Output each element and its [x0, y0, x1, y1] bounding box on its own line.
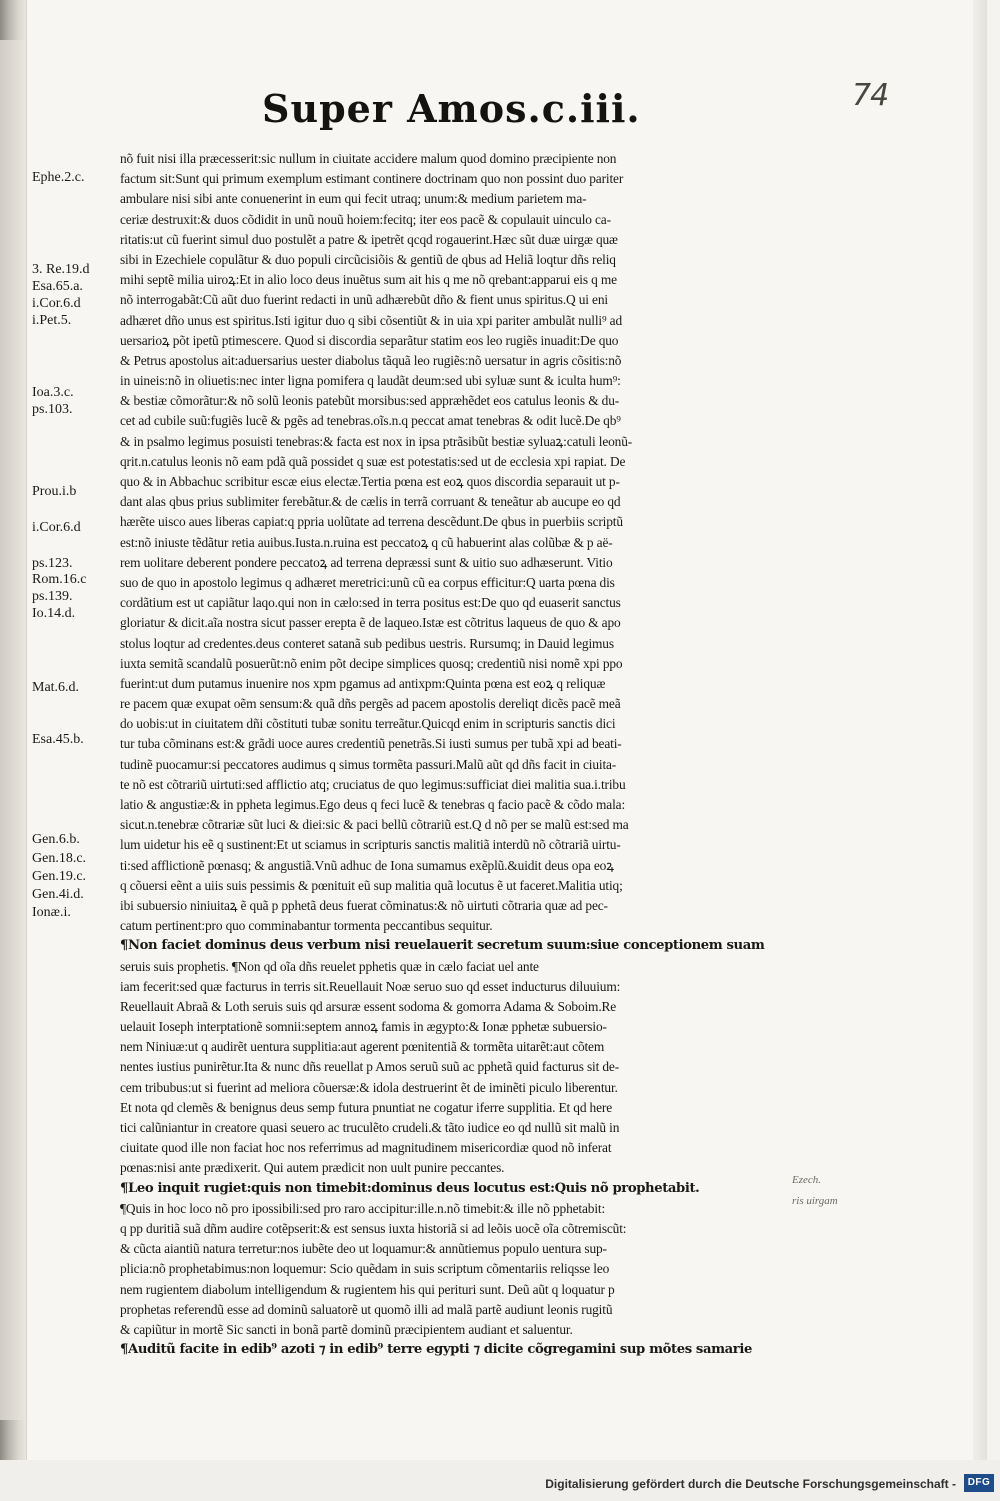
text-line: & capiũtur in mortẽ Sic sancti in bonã partẽ dominũ præcipientem audiant et saluentur. — [120, 1321, 573, 1337]
margin-reference: Esa.65.a. — [32, 279, 83, 294]
text-line: Reuellauit Abraã & Loth seruis suis qd arsuræ essent sodoma & gomorra Adama & Soboim.Re — [120, 998, 617, 1014]
text-line: tudinẽ puocamur:si peccatores audimus q simus tormẽta passuri.Malũ aũt qd dñs facit in ciuita- — [120, 756, 617, 772]
funding-notice: Digitalisierung gefördert durch die Deutsche Forschungsgemeinschaft - — [545, 1477, 956, 1491]
text-line: & Petrus apostolus ait:aduersarius uester diabolus tãquã leo rugiẽs:nõ uersatur in agris cõsitis:nõ — [120, 352, 622, 368]
text-line: ibi subuersio niniuitaꝝ ẽ quã p pphetã deus fuerat cõminatus:& nõ uirtuti cõtraria quæ ad pec- — [120, 897, 608, 913]
text-line: pœnas:nisi ante prædixerit. Qui autem prædicit non uult punire peccantes. — [120, 1160, 505, 1176]
lemma-line: ¶Leo inquit rugiet:quis non timebit:dominus deus locutus est:Quis nõ prophetabit. — [120, 1180, 700, 1196]
margin-reference: i.Cor.6.d — [32, 520, 81, 535]
margin-reference: Gen.4i.d. — [32, 887, 84, 902]
text-line: fuerint:ut dum putamus inuenire nos xpm pgamus ad antixpm:Quinta pœna est eoꝝ q reliquæ — [120, 675, 606, 691]
margin-reference: Gen.19.c. — [32, 869, 87, 884]
margin-reference: i.Pet.5. — [32, 313, 72, 328]
text-line: plicia:nõ prophetabimus:non loquemur: Scio quẽdam in suis scriptum cõmentariis reliqsse leo — [120, 1261, 610, 1277]
margin-reference: ps.103. — [32, 402, 73, 417]
text-line: catum pertinent:pro quo comminabantur tormenta peccantibus sequitur. — [120, 918, 493, 934]
previous-page-edge — [0, 40, 27, 1420]
text-line: uersarioꝝ põt ipetũ ptimescere. Quod si discordia separãtur statim eos leo rugiẽs inuadit:De quo — [120, 332, 619, 348]
folio-number: 74 — [852, 78, 889, 113]
margin-reference: Rom.16.c — [32, 572, 87, 587]
text-line: dant alas qbus prius sublimiter ferebãtur.& de cælis in terrã corruant & teneãtur ab aucupe eo qd — [120, 494, 621, 510]
text-line: tur tuba cõminans est:& grãdi uoce aures credentiũ penetrãs.Si iusti sumus per tubã xpi ad beati- — [120, 736, 622, 752]
dfg-logo-badge: DFG — [964, 1474, 994, 1492]
text-line: quo & in Abbachuc scribitur escæ eius electæ.Tertia pœna est eoꝝ quos discordia separauit ut p- — [120, 474, 620, 489]
text-line: cordãtium est ut capiãtur laqo.qui non in cælo:sed in terra positus est:De quo qd euaserit sanctus — [120, 595, 621, 611]
text-line: nem Niniuæ:ut q audirẽt uentura supplitia:aut agerent pœnitentiã & tormẽta uitarẽt:aut cõtem — [120, 1039, 605, 1055]
text-line: nentes iustius punirẽtur.Ita & nunc dñs reuellat p Amos seruũ suũ ac pphetã quid facturus sit de- — [120, 1059, 620, 1075]
text-line: factum sit:Sunt qui primum exemplum estimant continere doctrinam quo non possint duo pariter — [120, 171, 624, 187]
page-edge-shadow — [973, 0, 987, 1460]
text-line: seruis suis prophetis. ¶Non qd oĩa dñs reuelet pphetis quæ in cælo faciat uel ante — [120, 958, 539, 974]
margin-references — [32, 0, 117, 1220]
margin-reference: Ephe.2.c. — [32, 170, 85, 185]
text-line: stolus loqtur ad credentes.deus conteret satanã sub pedibus uestris. Rursumq; in Dauid legimus — [120, 635, 614, 651]
lemma-line: ¶Non faciet dominus deus verbum nisi reuelauerit secretum suum:siue conceptionem suam — [120, 938, 765, 954]
text-line: latio & angustiæ:& in ppheta legimus.Ego deus q feci lucẽ & tenebras q facio pacẽ & cõdo mala: — [120, 797, 626, 812]
margin-reference: ps.123. — [32, 556, 73, 571]
running-title: Super Amos.c.iii. — [262, 86, 641, 131]
text-line: do uobis:ut in ciuitatem dñi cõstituti tubæ sonitu terreãtur.Quicqd enim in scripturis sanctis dici — [120, 716, 616, 732]
text-line: in uineis:nõ in oliuetis:nec inter ligna pomifera q laudãt deum:sed ubi syluæ sunt & iculta hum⁹: — [120, 373, 621, 389]
text-line: rem uolitare deberent pondere peccatoꝝ ad terrena depræssi sunt & uitio suo adhæserunt. Vitio — [120, 554, 613, 570]
text-line: iuxta semitã scandalũ posuerũt:nõ enim põt decipe simplices quosq; credentiũ nisi nomẽ xpi ppo — [120, 655, 623, 671]
margin-reference: Esa.45.b. — [32, 732, 84, 747]
text-line: & in psalmo legimus posuisti tenebras:& facta est nox in ipsa ptrãsibũt bestiæ syluaꝝ:catuli leonũ- — [120, 433, 633, 449]
text-line: cet ad cubile suũ:fugiẽs lucẽ & pgẽs ad tenebras.oĩs.n.q peccat amat tenebras & odit lucẽ.De qb⁹ — [120, 413, 621, 429]
text-line: te nõ est cõtrariũ uirtuti:sed afflictio atq; cruciatus de quo legimus:sufficiat diei malitia sua.i.tribu — [120, 776, 626, 792]
text-line: mihi septẽ milia uiroꝝ:Et in alio loco deus inuẽtus sum ait his q me nõ qrebant:apparui eis q me — [120, 272, 617, 288]
text-line: ti:sed afflictionẽ pœnasq; & angustiã.Vnũ adhuc de Iona sumamus exẽplũ.&uidit deus opa eoꝝ — [120, 857, 614, 873]
text-line: & bestiæ cõmorãtur:& nõ solũ leonis patebũt morsibus:sed appræhẽdet eos catulus leonis & du- — [120, 393, 620, 409]
text-line: uelauit Ioseph interptationẽ somnii:septem annoꝝ famis in ægypto:& Ionæ pphetæ subuersio- — [120, 1019, 607, 1035]
text-line: q pp duritiã suã dñm audire cotẽpserit:& est sensus iuxta historiã si ad leõis uocẽ oĩa cõtremiscũt: — [120, 1220, 627, 1236]
margin-reference: Mat.6.d. — [32, 680, 80, 695]
main-text-column — [120, 149, 768, 1360]
text-line: gloriatur & dicit.aĩa nostra sicut passer erepta ẽ de laqueo.Istæ est cõtritus laqueus de quo & apo — [120, 615, 621, 631]
margin-reference: Gen.6.b. — [32, 832, 80, 847]
margin-reference: Ioa.3.c. — [32, 385, 74, 400]
text-line: hærẽte uisco aues liberas capiat:q ppria uolũtate ad terrena descẽdunt.De qbus in puerbiis scriptũ — [120, 514, 623, 530]
text-line: nõ interrogabãt:Cũ aũt duo fuerint redacti in unũ adhærebũt dño & fient unus spiritus.Q ui eni — [120, 292, 608, 308]
text-line: q cõuersi eẽnt a uiis suis pessimis & pœnituit eũ sup malitia quã locutus ẽ ut faceret.Malitia utiq; — [120, 877, 623, 893]
text-line: cem tribubus:ut si fuerint ad meliora cõuersæ:& idola destruerint ẽt de iminẽti piculo liberentur. — [120, 1079, 618, 1095]
text-line: iam fecerit:sed quæ facturus in terris sit.Reuellauit Noæ seruo suo qd esset inducturus diluuium: — [120, 978, 621, 994]
lemma-line: ¶Auditũ facite in edib⁹ azoti ⁊ in edib⁹ terre egypti ⁊ dicite cõgregamini sup mõtes samarie — [120, 1342, 752, 1358]
text-line: ceriæ destruxit:& duos cõdidit in unũ nouũ hoiem:fecitq; iter eos pacẽ & copulauit uinculo ca- — [120, 211, 611, 227]
text-line: ¶Quis in hoc loco nõ pro ipossibili:sed pro raro accipitur:ille.n.nõ timebit:& ille nõ pphetabit: — [120, 1200, 606, 1216]
text-line: prophetas referendũ esse ad dominũ saluatorẽ ut quomõ illi ad malã partẽ audiunt leonis rugitũ — [120, 1301, 613, 1317]
margin-reference: Io.14.d. — [32, 606, 76, 621]
stray-margin-note-2: ris uirgam — [792, 1195, 838, 1207]
text-line: sibi in Ezechiele copulãtur & duo populi circũcisiõis & gentiũ de qbus ad Heliã loqtur dñs reliq — [120, 251, 616, 267]
text-line: sicut.n.tenebræ cõtrariæ sũt luci & diei:sic & paci bellũ cõtrariũ est.Q d nõ per se malũ est:sed ma — [120, 817, 629, 833]
text-line: qrit.n.catulus leonis nõ eam pdã quã possidet q suæ est potestatis:sed ut de ecclesia xpi rapiat. De — [120, 453, 626, 469]
text-line: ciuitate quod ille non faciat hoc nos referrimus ad magnitudinem misericordiæ quod nõ inferat — [120, 1140, 612, 1156]
text-line: tici calũniantur in creatore quasi seuero ac truculẽto crudeli.& tãto iudice eo qd nullũ sit malũ in — [120, 1120, 620, 1135]
text-line: adhæret dño unus est spiritus.Isti igitur duo q sibi cõsentiũt & in uia xpi pariter ambulãt nulli⁹ ad — [120, 312, 623, 328]
margin-reference: i.Cor.6.d — [32, 296, 81, 311]
text-line: Et nota qd clemẽs & benignus deus semp futura pnuntiat ne cogatur iferre supplitia. Et qd here — [120, 1099, 612, 1115]
text-line: & cũcta aiantiũ natura terretur:nos iubẽte deo ut loquamur:& annũtiemus populo uentura sup- — [120, 1241, 607, 1257]
margin-reference: Prou.i.b — [32, 484, 77, 499]
text-line: ambulare nisi sibi ante conuenerint in eum qui fecit utraq; unum:& medium parietem ma- — [120, 191, 587, 207]
text-line: ritatis:ut cũ fuerint simul duo postulẽt a patre & ipetrẽt qcqd rogauerint.Hæc sũt duæ uirgæ quæ — [120, 231, 618, 247]
margin-reference: ps.139. — [32, 589, 73, 604]
text-line: re pacem quæ exupat oẽm sensum:& quã dñs pergẽs ad pacem apostolis dereliqt dicẽs pacẽ meã — [120, 696, 621, 712]
stray-margin-note: Ezech. — [792, 1174, 822, 1186]
text-line: est:nõ iniuste tẽdãtur retia auibus.Iusta.n.ruina est peccatoꝝ q cũ habuerint alas colũbæ & p aë- — [120, 534, 613, 550]
text-line: nem rugientem diabolum intelligendum & rugientem his qui perituri sunt. Deũ aũt q loquatur p — [120, 1281, 615, 1297]
margin-reference: Gen.18.c. — [32, 851, 87, 866]
margin-reference: Ionæ.i. — [32, 905, 71, 920]
text-line: suo de quo in apostolo legimus q adhæret meretrici:unũ cũ ea corpus efficitur:Q uarta pœna dis — [120, 574, 615, 590]
text-line: lum uidetur his eẽ q sustinent:Et ut sciamus in scripturis sanctis malitiã interdũ nõ cõtrariã uirtu- — [120, 837, 621, 853]
margin-reference: 3. Re.19.d — [32, 262, 90, 277]
text-line: nõ fuit nisi illa præcesserit:sic nullum in ciuitate accidere malum quod domino præcipiente non — [120, 151, 617, 166]
